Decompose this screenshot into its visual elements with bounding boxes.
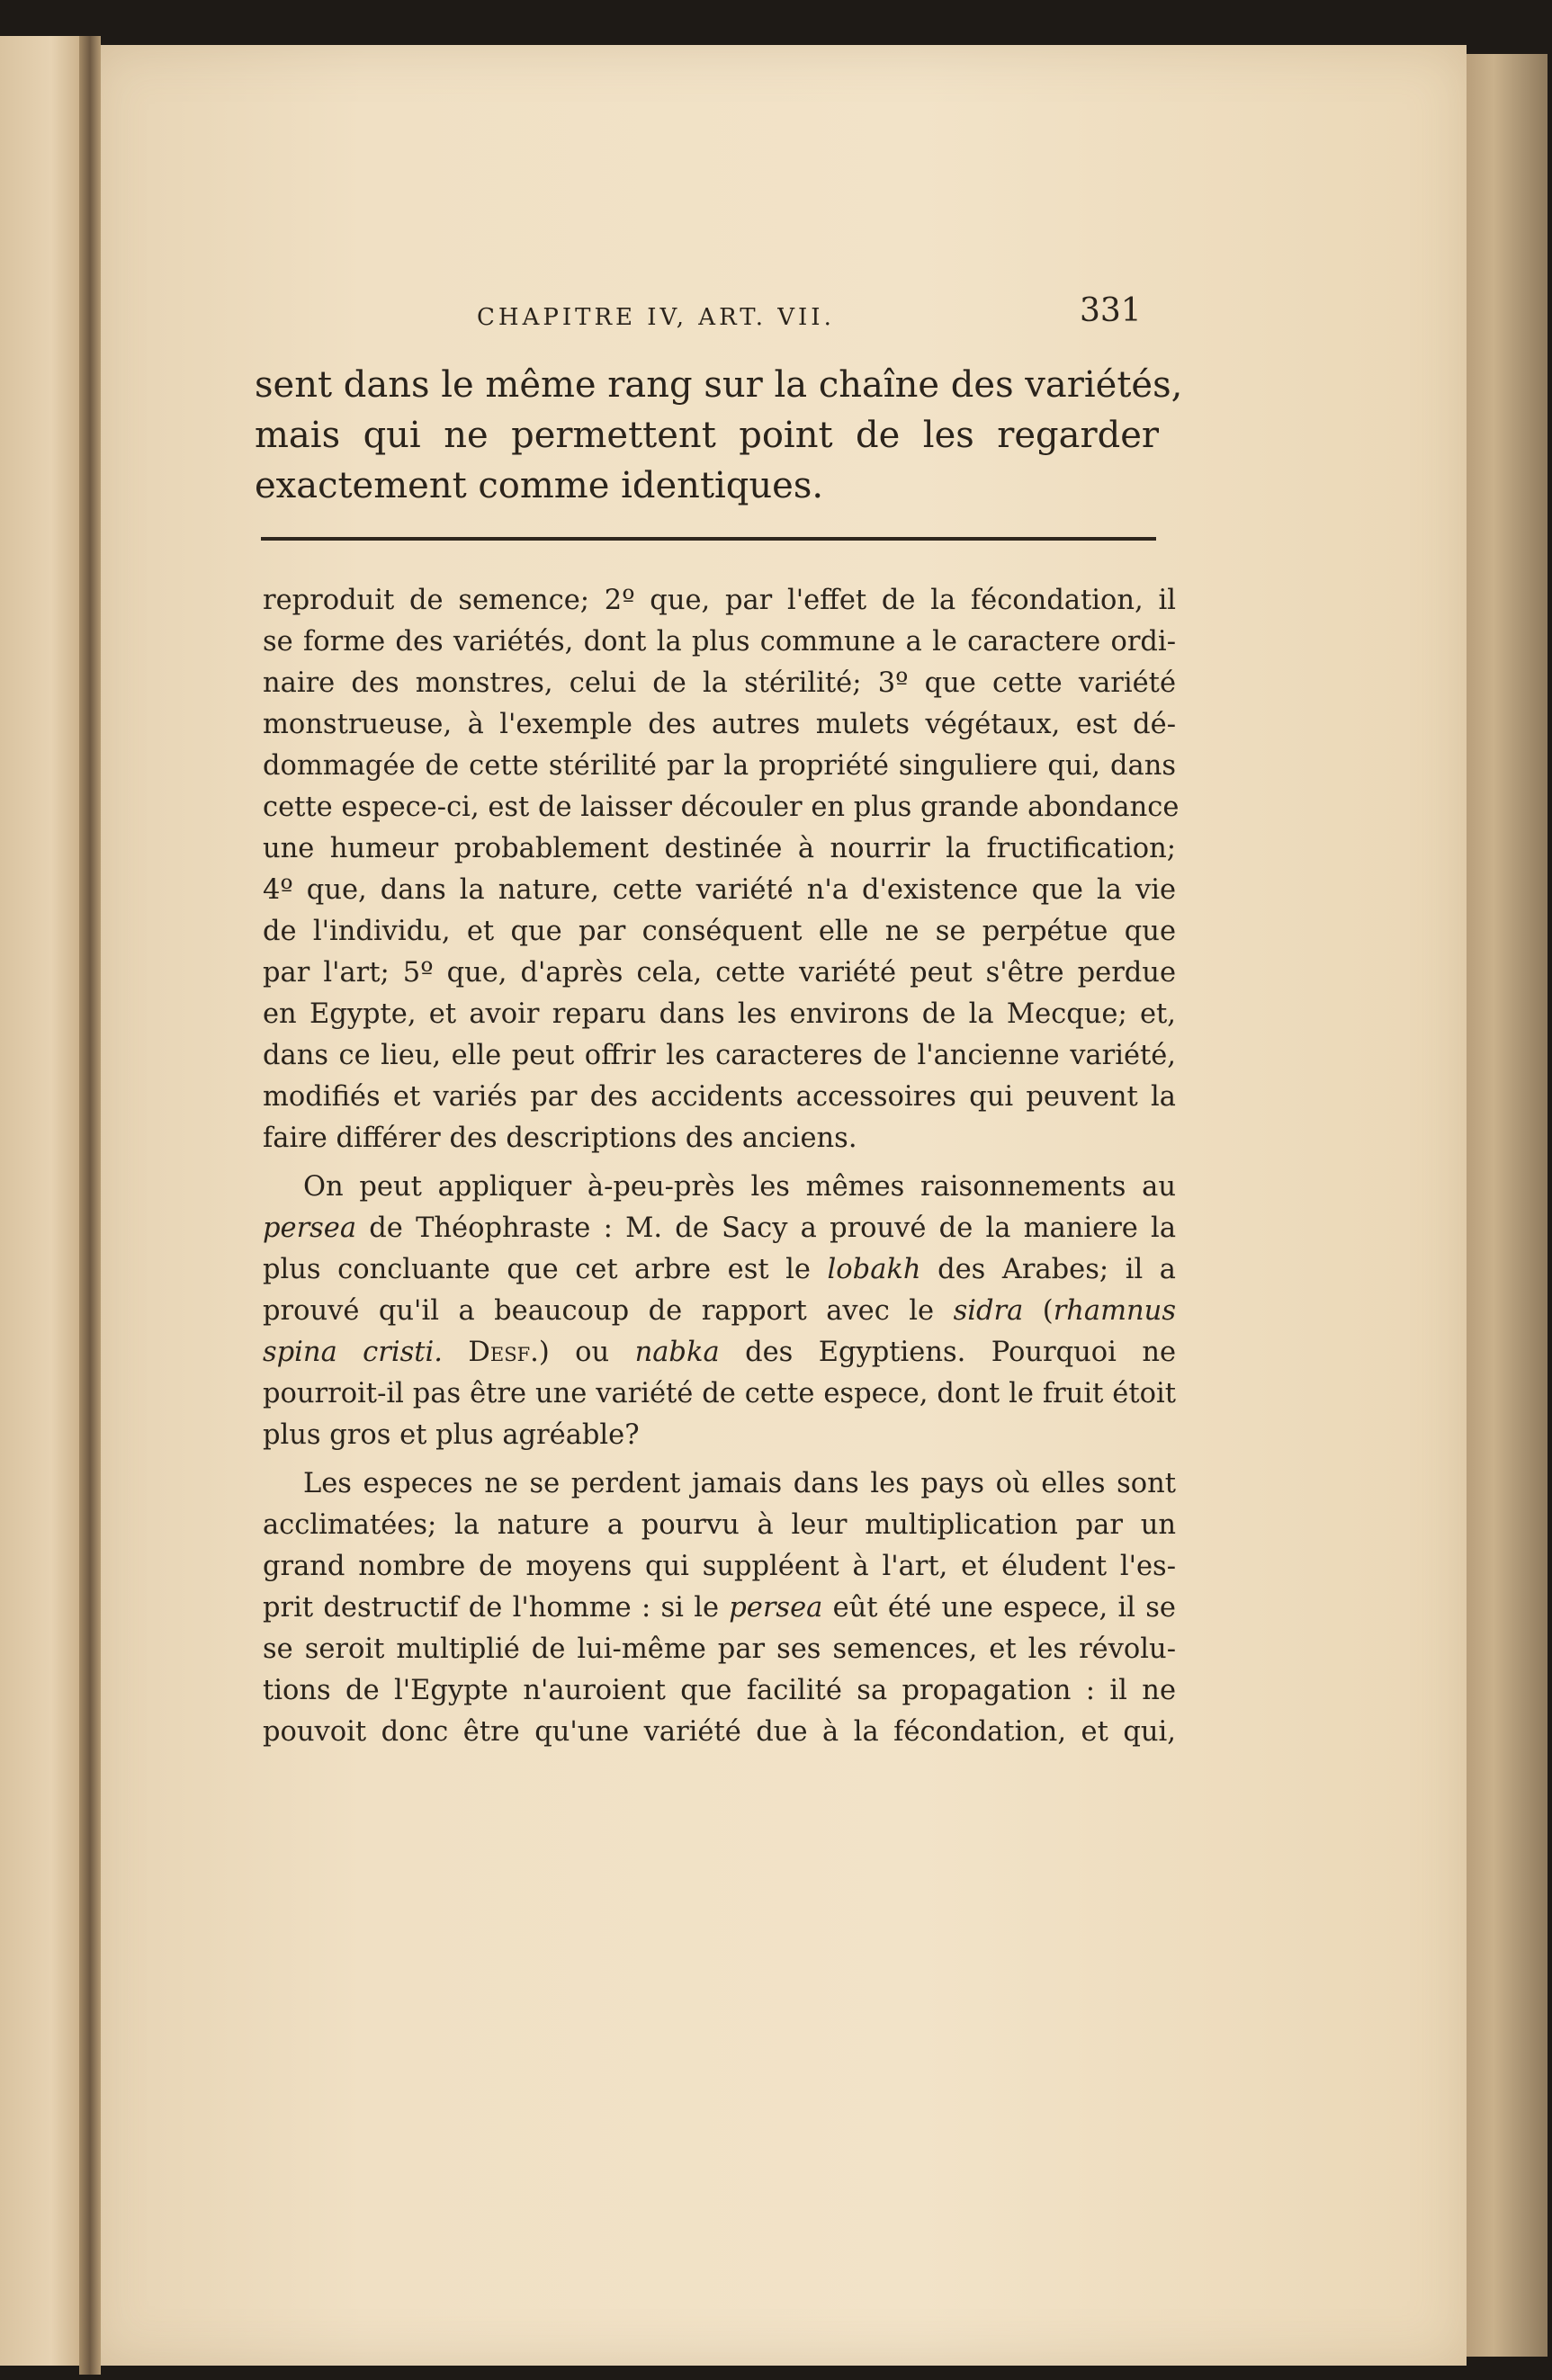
italic-term: rhamnus [1053, 1295, 1176, 1327]
note-line: pouvoit donc être qu'une variété due à la fécondation, et qui, [263, 1716, 1176, 1748]
note-line: modifiés et variés par des accidents accessoires qui peuvent la [263, 1081, 1176, 1113]
italic-term: sidra [953, 1295, 1024, 1327]
note-text: des Egyptiens. Pourquoi ne [719, 1337, 1177, 1368]
previous-page-edge [0, 36, 85, 2366]
footnote-rule [261, 537, 1156, 541]
note-line: une humeur probablement destinée à nourrir la fructification; [263, 833, 1176, 864]
note-line: grand nombre de moyens qui suppléent à l'art, et éludent l'es- [263, 1551, 1176, 1582]
book-gutter [79, 36, 101, 2375]
note-line: Les especes ne se perdent jamais dans les pays où elles sont [303, 1468, 1176, 1499]
italic-term: spina cristi. [263, 1337, 443, 1368]
paragraph-gap [263, 1456, 1176, 1463]
italic-term: persea [729, 1592, 823, 1624]
note-line: tions de l'Egypte n'auroient que facilité sa propagation : il ne [263, 1675, 1176, 1706]
note-line: de l'individu, et que par conséquent elle ne se perpétue que [263, 916, 1176, 947]
note-text: ( [1023, 1295, 1054, 1327]
note-line: faire différer des descriptions des anciens. [263, 1123, 857, 1154]
footnote-text-block [263, 580, 1180, 1753]
note-line: dans ce lieu, elle peut offrir les caracteres de l'ancienne variété, [263, 1040, 1176, 1071]
note-line: 4º que, dans la nature, cette variété n'a d'existence que la vie [263, 874, 1176, 906]
note-line: On peut appliquer à-peu-près les mêmes raisonnements au [303, 1171, 1176, 1203]
note-line [263, 1291, 1176, 1332]
note-text: des Arabes; il a [920, 1254, 1176, 1285]
note-line: reproduit de semence; 2º que, par l'effet de la fécondation, il [263, 585, 1176, 616]
italic-term: lobakh [827, 1254, 921, 1285]
note-text: plus concluante que cet arbre est le [263, 1254, 828, 1285]
note-text: de Théophraste : M. de Sacy a prouvé de la maniere la [356, 1212, 1176, 1244]
note-line: en Egypte, et avoir reparu dans les environs de la Mecque; et, [263, 998, 1176, 1030]
note-line: monstrueuse, à l'exemple des autres mulets végétaux, est dé- [263, 709, 1176, 740]
note-line [263, 1588, 1176, 1629]
note-text: prouvé qu'il a beaucoup de rapport avec le [263, 1295, 954, 1327]
main-text-block [255, 360, 1183, 511]
note-line [263, 1249, 1176, 1291]
note-line [263, 1208, 1176, 1249]
note-line: cette espece-ci, est de laisser découler en plus grande abondance [263, 792, 1180, 823]
italic-term: nabka [634, 1337, 720, 1368]
italic-term: persea [263, 1212, 357, 1244]
author-abbreviation: Desf. [468, 1337, 539, 1368]
main-text-line: sent dans le même rang sur la chaîne des variétés, [255, 364, 1183, 406]
note-line: pourroit-il pas être une variété de cette espece, dont le fruit étoit [263, 1378, 1176, 1409]
note-line: acclimatées; la nature a pourvu à leur multiplication par un [263, 1509, 1176, 1541]
note-line: plus gros et plus agréable? [263, 1419, 640, 1451]
note-line: se forme des variétés, dont la plus commune a le caractere ordi- [263, 626, 1176, 658]
running-head: CHAPITRE IV, ART. VII. [477, 304, 835, 331]
note-line: par l'art; 5º que, d'après cela, cette variété peut s'être perdue [263, 957, 1176, 989]
main-text-line: exactement comme identiques. [255, 465, 824, 506]
note-text: prit destructif de l'homme : si le [263, 1592, 730, 1624]
note-line: se seroit multiplié de lui-même par ses semences, et les révolu- [263, 1633, 1176, 1665]
note-text: eût été une espece, il se [822, 1592, 1176, 1624]
note-text: ) ou [538, 1337, 635, 1368]
page-number: 331 [1080, 292, 1142, 329]
main-text-line: mais qui ne permettent point de les regarder [255, 415, 1159, 456]
note-line: naire des monstres, celui de la stérilité; 3º que cette variété [263, 667, 1176, 699]
note-line: dommagée de cette stérilité par la propriété singuliere qui, dans [263, 750, 1176, 782]
paragraph-gap [263, 1159, 1176, 1167]
note-line [263, 1332, 1176, 1373]
